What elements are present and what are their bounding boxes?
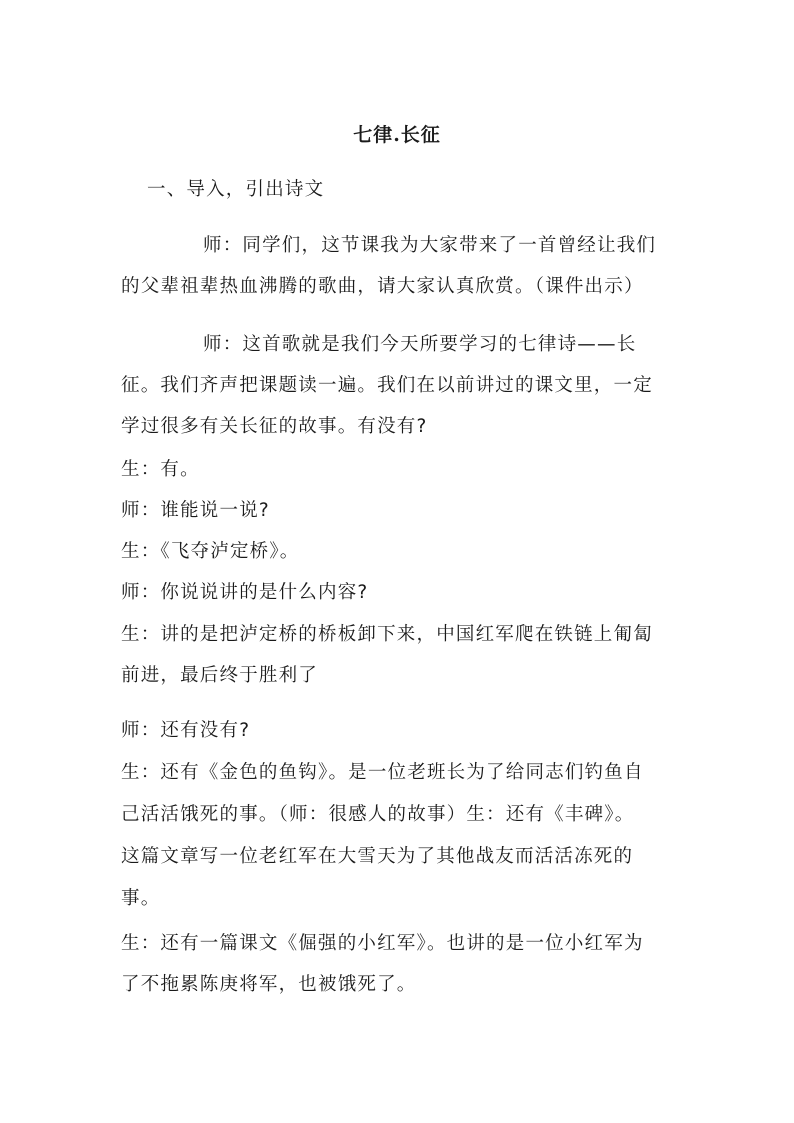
dialogue-line: 己活活饿死的事。（师：很感人的故事）生：还有《丰碑》。 [121,804,635,825]
dialogue-line: 这篇文章写一位老红军在大雪天为了其他战友而活活冻死的 [121,846,634,867]
paragraph-line: 征。我们齐声把课题读一遍。我们在以前讲过的课文里，一定 [121,375,653,396]
dialogue-line: 生：还有一篇课文《倔强的小红军》。也讲的是一位小红军为 [121,933,644,954]
dialogue-line: 生：还有《金色的鱼钩》。是一位老班长为了给同志们钓鱼自 [121,762,644,783]
dialogue-line: 师：还有没有? [121,720,251,741]
dialogue-line: 师：你说说讲的是什么内容? [121,582,369,603]
document-title: 七律.长征 [353,124,441,146]
paragraph-line: 学过很多有关长征的故事。有没有? [121,416,428,437]
paragraph-line: 师：同学们，这节课我为大家带来了一首曾经让我们 [203,235,657,256]
paragraph-line: 的父辈祖辈热血沸腾的歌曲，请大家认真欣赏。（课件出示） [121,276,644,297]
section-heading: 一、导入，引出诗文 [147,179,325,200]
dialogue-line: 前进，最后终于胜利了 [121,665,319,686]
dialogue-line: 生：有。 [121,459,200,480]
dialogue-line: 生：讲的是把泸定桥的桥板卸下来，中国红军爬在铁链上匍匐 [121,624,653,645]
dialogue-line: 师：谁能说一说? [121,500,270,521]
dialogue-line: 生：《飞夺泸定桥》。 [121,541,300,562]
dialogue-line: 了不拖累陈庚将军，也被饿死了。 [121,974,417,995]
dialogue-line: 事。 [121,888,161,909]
paragraph-line: 师：这首歌就是我们今天所要学习的七律诗——长 [203,334,637,355]
